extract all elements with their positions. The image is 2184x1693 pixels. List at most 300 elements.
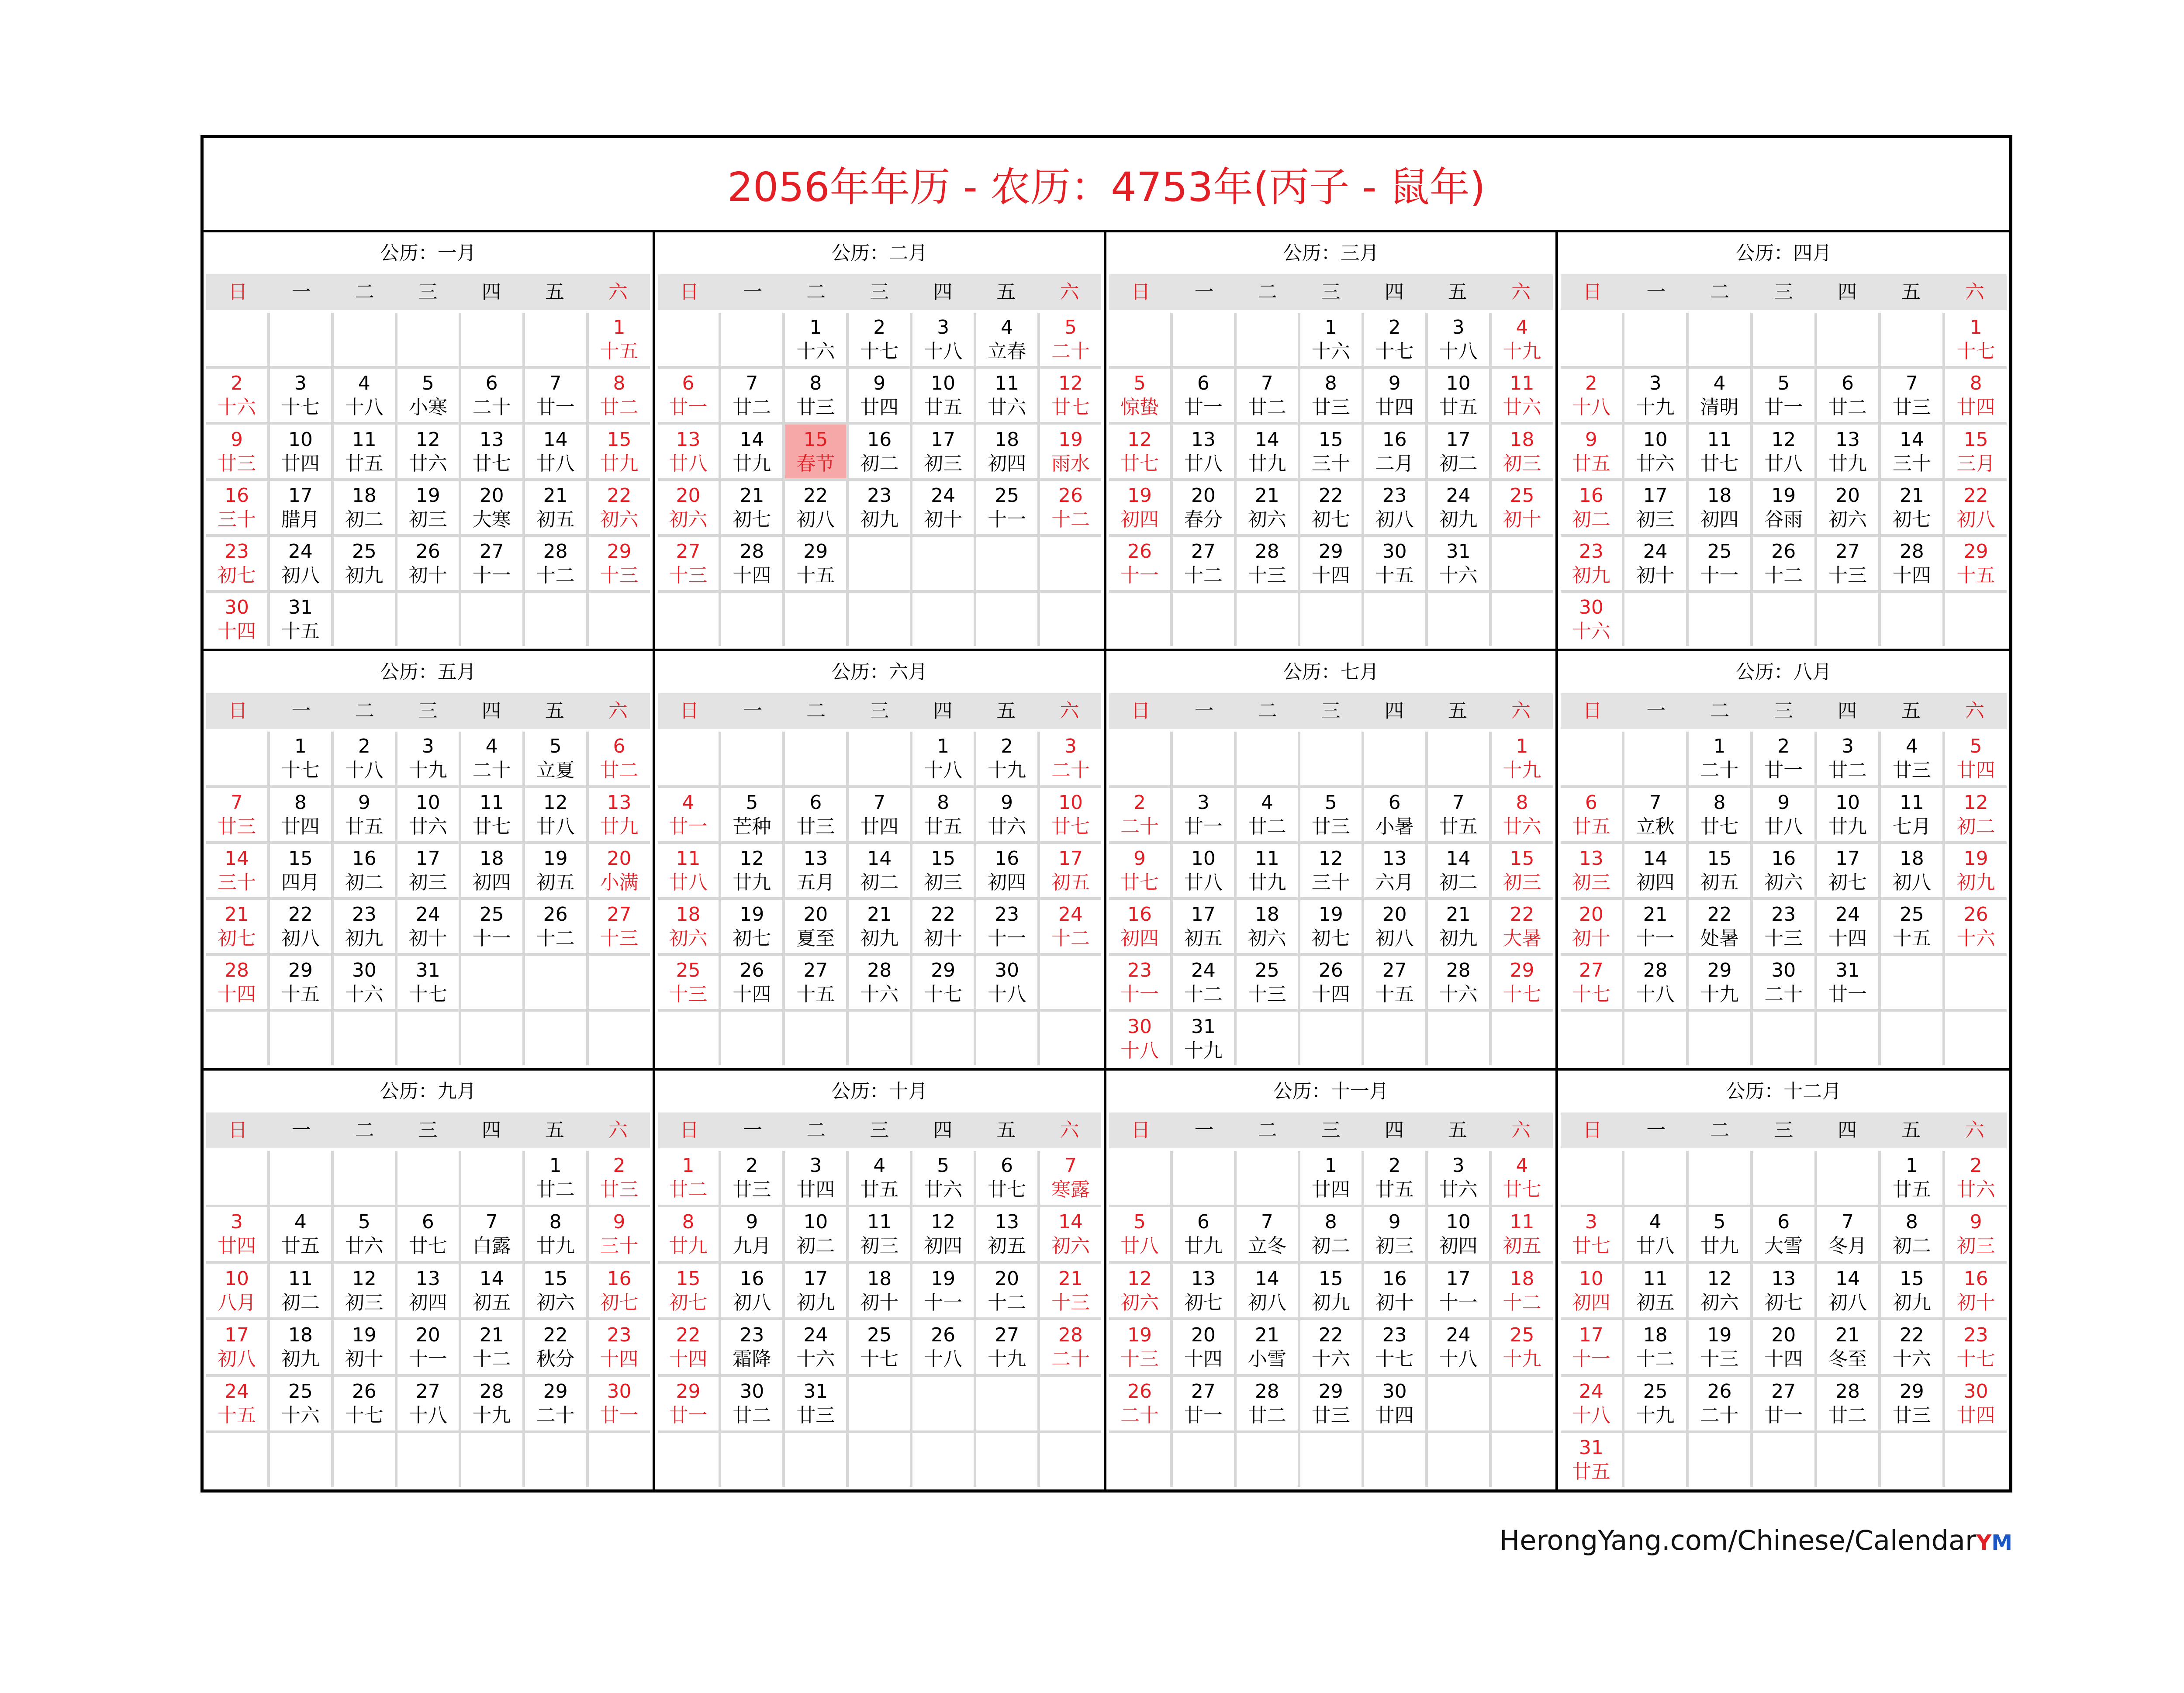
lunar-date: 廿九 [1248,871,1286,894]
day-cell [1689,1264,1750,1317]
day-cell [334,1207,395,1261]
solar-date: 23 [867,484,892,507]
day-cell [785,788,846,841]
solar-date: 4 [873,1154,886,1177]
solar-date: 12 [1127,428,1152,451]
weekday-label: 五 [1448,281,1467,303]
weekday-label: 二 [806,1119,826,1141]
lunar-date: 廿七 [408,1235,447,1258]
day-cell [976,425,1037,478]
solar-date: 2 [613,1154,625,1177]
day-cell [1040,788,1101,841]
days-grid [658,732,1102,1065]
lunar-date: 二十 [536,1404,575,1427]
day-cell [1817,732,1879,785]
lunar-date: 廿一 [1764,396,1803,419]
day-cell [270,844,331,897]
lunar-date: 初二 [1439,871,1478,894]
lunar-date: 十一 [1120,983,1159,1006]
day-cell [1300,956,1362,1009]
weekday-label: 二 [355,700,374,722]
empty-day-cell [785,1433,846,1487]
lunar-date: 初十 [345,1347,384,1370]
weekday-label: 一 [291,1119,311,1141]
day-cell [1040,1207,1101,1261]
empty-day-cell [1817,313,1879,366]
lunar-date: 廿五 [1572,815,1610,838]
day-cell [976,369,1037,422]
days-grid [658,1151,1102,1487]
lunar-date: 廿四 [1956,1404,1995,1427]
day-cell [1561,1207,1622,1261]
empty-day-cell [1040,956,1101,1009]
solar-date: 10 [1191,847,1216,870]
solar-date: 25 [288,1380,313,1403]
lunar-date: 小暑 [1375,815,1414,838]
day-cell [1817,537,1879,590]
day-cell [976,1151,1037,1205]
weekday-label: 三 [1774,1119,1794,1141]
day-cell [1624,956,1686,1009]
day-cell [334,425,395,478]
solar-date: 14 [1254,428,1279,451]
day-cell [206,1207,267,1261]
solar-date: 30 [607,1380,632,1403]
empty-day-cell [397,1433,459,1487]
solar-date: 17 [931,428,956,451]
empty-day-cell [1561,732,1622,785]
day-cell [334,732,395,785]
day-cell [589,369,650,422]
day-cell [589,1207,650,1261]
day-cell [1624,1264,1686,1317]
lunar-date: 初十 [1956,1291,1995,1314]
lunar-date: 十一 [988,927,1026,950]
lunar-date: 廿七 [472,452,511,475]
solar-date: 11 [1254,847,1279,870]
empty-day-cell [1364,593,1425,646]
lunar-date: 初五 [1184,927,1223,950]
day-cell [397,956,459,1009]
solar-date: 16 [1579,484,1603,507]
day-cell [270,1377,331,1430]
lunar-date: 十七 [1503,983,1541,1006]
solar-date: 15 [1510,847,1534,870]
day-cell [849,844,910,897]
lunar-date: 十七 [1956,1347,1995,1370]
day-cell [1561,1377,1622,1430]
day-cell [461,1264,522,1317]
solar-date: 30 [995,959,1019,982]
solar-date: 5 [937,1154,950,1177]
solar-date: 17 [288,484,313,507]
day-cell [1689,1377,1750,1430]
days-grid [206,1151,650,1487]
lunar-date: 初三 [345,1291,384,1314]
empty-day-cell [1300,593,1362,646]
empty-day-cell [1428,593,1489,646]
solar-date: 31 [415,959,440,982]
lunar-date: 廿七 [988,1178,1026,1201]
day-cell [525,1377,586,1430]
day-cell [525,481,586,534]
lunar-date: 十一 [1636,927,1675,950]
solar-date: 27 [1191,1380,1216,1403]
empty-day-cell [785,593,846,646]
solar-date: 29 [607,540,632,563]
day-cell [1561,481,1622,534]
lunar-date: 三十 [600,1235,639,1258]
weekday-label: 四 [481,1119,501,1141]
lunar-date: 廿八 [1636,1235,1675,1258]
lunar-date: 初十 [1375,1291,1414,1314]
empty-day-cell [912,1433,974,1487]
lunar-date: 十一 [1120,564,1159,587]
empty-day-cell [461,1012,522,1065]
lunar-date: 初九 [860,508,899,531]
lunar-date: 初八 [1375,927,1414,950]
empty-day-cell [721,593,782,646]
solar-date: 20 [1382,903,1407,926]
lunar-date: 春分 [1184,508,1223,531]
empty-day-cell [1561,313,1622,366]
solar-date: 10 [1579,1267,1603,1290]
day-cell [912,313,974,366]
day-cell [1561,537,1622,590]
lunar-date: 廿三 [1892,1404,1931,1427]
day-cell [785,1377,846,1430]
weekday-label: 六 [608,281,628,303]
day-cell [1109,537,1170,590]
lunar-date: 廿九 [1184,1235,1223,1258]
solar-date: 6 [613,735,625,758]
day-cell [976,1264,1037,1317]
lunar-date: 廿八 [669,871,708,894]
day-cell [721,1264,782,1317]
weekday-label: 一 [743,281,763,303]
lunar-date: 芒种 [733,815,771,838]
day-cell [976,313,1037,366]
solar-date: 27 [1191,540,1216,563]
lunar-date: 十九 [1700,983,1739,1006]
lunar-date: 十三 [1248,983,1286,1006]
solar-date: 30 [1963,1380,1988,1403]
empty-day-cell [912,1012,974,1065]
lunar-date: 初六 [1764,871,1803,894]
solar-date: 9 [230,428,243,451]
solar-date: 8 [1324,1211,1337,1233]
lunar-date: 初十 [924,508,963,531]
lunar-date: 初五 [472,1291,511,1314]
day-cell [589,788,650,841]
solar-date: 15 [1707,847,1732,870]
solar-date: 5 [1133,372,1146,395]
solar-date: 30 [352,959,377,982]
lunar-date: 十九 [472,1404,511,1427]
days-grid [1561,1151,2007,1487]
solar-date: 6 [485,372,498,395]
lunar-date: 初九 [345,564,384,587]
solar-date: 18 [1510,1267,1534,1290]
lunar-date: 五月 [796,871,835,894]
day-cell [721,481,782,534]
empty-day-cell [1561,1012,1622,1065]
solar-date: 18 [352,484,377,507]
day-cell [1364,313,1425,366]
day-cell [1492,313,1553,366]
day-cell [1109,1207,1170,1261]
day-cell [206,1320,267,1374]
lunar-date: 初七 [1311,927,1350,950]
day-cell [206,788,267,841]
day-cell [1945,900,2007,953]
lunar-date: 十二 [1051,927,1090,950]
day-cell [721,1207,782,1261]
lunar-date: 廿一 [600,1404,639,1427]
empty-day-cell [721,1012,782,1065]
days-grid [1109,1151,1553,1487]
day-cell [589,537,650,590]
lunar-date: 十八 [1120,1039,1159,1062]
day-cell [1109,481,1170,534]
solar-date: 1 [1713,735,1726,758]
lunar-date: 初四 [988,452,1026,475]
day-cell [1753,1207,1814,1261]
solar-date: 1 [809,316,822,339]
day-cell [1689,844,1750,897]
empty-day-cell [849,1377,910,1430]
solar-date: 29 [1510,959,1534,982]
weekday-label: 五 [545,700,564,722]
solar-date: 9 [1777,791,1790,814]
lunar-date: 廿一 [669,1404,708,1427]
solar-date: 14 [543,428,568,451]
solar-date: 31 [1446,540,1471,563]
lunar-date: 廿九 [536,1235,575,1258]
lunar-date: 大暑 [1503,927,1541,950]
day-cell [658,537,719,590]
day-cell [1817,369,1879,422]
day-cell [1428,481,1489,534]
solar-date: 19 [1127,1323,1152,1346]
day-cell [397,844,459,897]
day-cell [461,537,522,590]
solar-date: 24 [1835,903,1860,926]
weekday-label: 三 [418,700,438,722]
empty-day-cell [1109,593,1170,646]
lunar-date: 十六 [796,1347,835,1370]
lunar-date: 十八 [1572,1404,1610,1427]
day-cell [1945,313,2007,366]
solar-date: 24 [1579,1380,1603,1403]
empty-day-cell [1881,593,1942,646]
solar-date: 6 [1197,372,1209,395]
solar-date: 15 [803,428,828,451]
empty-day-cell [525,313,586,366]
day-cell [1300,1377,1362,1430]
day-cell [721,1377,782,1430]
solar-date: 28 [479,1380,504,1403]
day-cell [1689,537,1750,590]
solar-date: 23 [224,540,249,563]
lunar-date: 初四 [472,871,511,894]
day-cell [1173,1264,1234,1317]
day-cell [270,593,331,646]
empty-day-cell [270,1012,331,1065]
solar-date: 14 [1254,1267,1279,1290]
solar-date: 28 [867,959,892,982]
lunar-date: 十三 [600,927,639,950]
solar-date: 18 [1899,847,1924,870]
day-cell [206,481,267,534]
lunar-date: 十九 [1503,340,1541,363]
lunar-date: 廿八 [1184,452,1223,475]
month-title: 公历：十一月 [1273,1080,1389,1102]
lunar-date: 初七 [1184,1291,1223,1314]
lunar-date: 廿五 [1892,1178,1931,1201]
solar-date: 27 [607,903,632,926]
solar-date: 29 [1318,540,1343,563]
solar-date: 17 [1835,847,1860,870]
solar-date: 13 [415,1267,440,1290]
weekday-label: 一 [291,700,311,722]
lunar-date: 廿六 [1503,396,1541,419]
solar-date: 19 [1058,428,1083,451]
lunar-date: 初二 [1892,1235,1931,1258]
solar-date: 8 [1713,791,1726,814]
day-cell [1428,369,1489,422]
day-cell [270,956,331,1009]
lunar-date: 十一 [924,1291,963,1314]
day-cell [525,732,586,785]
lunar-date: 初二 [1572,508,1610,531]
weekday-label: 四 [933,1119,953,1141]
empty-day-cell [976,593,1037,646]
day-cell [1624,481,1686,534]
weekday-label: 二 [355,281,374,303]
day-cell [1300,313,1362,366]
day-cell [1689,425,1750,478]
solar-date: 17 [1191,903,1216,926]
solar-date: 28 [1899,540,1924,563]
lunar-date: 初三 [1956,1235,1995,1258]
day-cell [206,956,267,1009]
lunar-date: 廿九 [1248,452,1286,475]
lunar-date: 十七 [1375,1347,1414,1370]
solar-date: 26 [1318,959,1343,982]
day-cell [334,1320,395,1374]
lunar-date: 十三 [1051,1291,1090,1314]
lunar-date: 初六 [1248,508,1286,531]
day-cell [658,788,719,841]
day-cell [658,369,719,422]
weekday-label: 三 [870,1119,889,1141]
weekday-label: 三 [1774,281,1794,303]
solar-date: 1 [1905,1154,1918,1177]
solar-date: 13 [607,791,632,814]
lunar-date: 十二 [536,564,575,587]
day-cell [721,1151,782,1205]
empty-day-cell [525,956,586,1009]
solar-date: 28 [1254,540,1279,563]
day-cell [1753,481,1814,534]
month-block [1106,651,1558,1070]
solar-date: 13 [1835,428,1860,451]
empty-day-cell [1237,1151,1298,1205]
day-cell [849,788,910,841]
empty-day-cell [1428,1377,1489,1430]
solar-date: 10 [415,791,440,814]
lunar-date: 霜降 [733,1347,771,1370]
day-cell [976,732,1037,785]
day-cell [1237,369,1298,422]
day-cell [206,900,267,953]
solar-date: 1 [1970,316,1982,339]
day-cell [589,1151,650,1205]
day-cell [1173,481,1234,534]
weekday-label: 一 [1646,281,1666,303]
empty-day-cell [849,537,910,590]
solar-date: 11 [479,791,504,814]
solar-date: 21 [1254,484,1279,507]
solar-date: 7 [1649,791,1662,814]
lunar-date: 十八 [924,1347,963,1370]
day-cell [1364,1320,1425,1374]
weekday-label: 三 [418,1119,438,1141]
lunar-date: 初二 [281,1291,320,1314]
solar-date: 13 [1579,847,1603,870]
solar-date: 14 [867,847,892,870]
day-cell [1237,844,1298,897]
weekday-label: 四 [933,281,953,303]
solar-date: 4 [1905,735,1918,758]
day-cell [658,900,719,953]
weekday-label: 一 [1646,1119,1666,1141]
month-title: 公历：十二月 [1726,1080,1842,1102]
solar-date: 12 [1058,372,1083,395]
solar-date: 6 [422,1211,434,1233]
lunar-date: 廿七 [1700,815,1739,838]
empty-day-cell [1624,1151,1686,1205]
ym-logo-icon: YM [1976,1531,2012,1555]
day-cell [721,900,782,953]
day-cell [1492,1207,1553,1261]
solar-date: 17 [1446,1267,1471,1290]
weekday-label: 六 [1965,1119,1985,1141]
solar-date: 31 [288,596,313,619]
solar-date: 14 [740,428,764,451]
day-cell [397,732,459,785]
month-title: 公历：七月 [1282,661,1379,684]
lunar-date: 初二 [345,871,384,894]
lunar-date: 立秋 [1636,815,1675,838]
solar-date: 23 [995,903,1019,926]
day-cell [334,788,395,841]
day-cell [397,1207,459,1261]
solar-date: 22 [931,903,956,926]
lunar-date: 廿九 [600,452,639,475]
day-cell [1173,844,1234,897]
solar-date: 21 [479,1323,504,1346]
day-cell [1109,1320,1170,1374]
lunar-date: 廿二 [1248,396,1286,419]
lunar-date: 廿三 [1311,1404,1350,1427]
solar-date: 17 [1579,1323,1603,1346]
lunar-date: 冬至 [1828,1347,1867,1370]
empty-day-cell [1173,313,1234,366]
lunar-date: 廿六 [408,815,447,838]
solar-date: 2 [873,316,886,339]
